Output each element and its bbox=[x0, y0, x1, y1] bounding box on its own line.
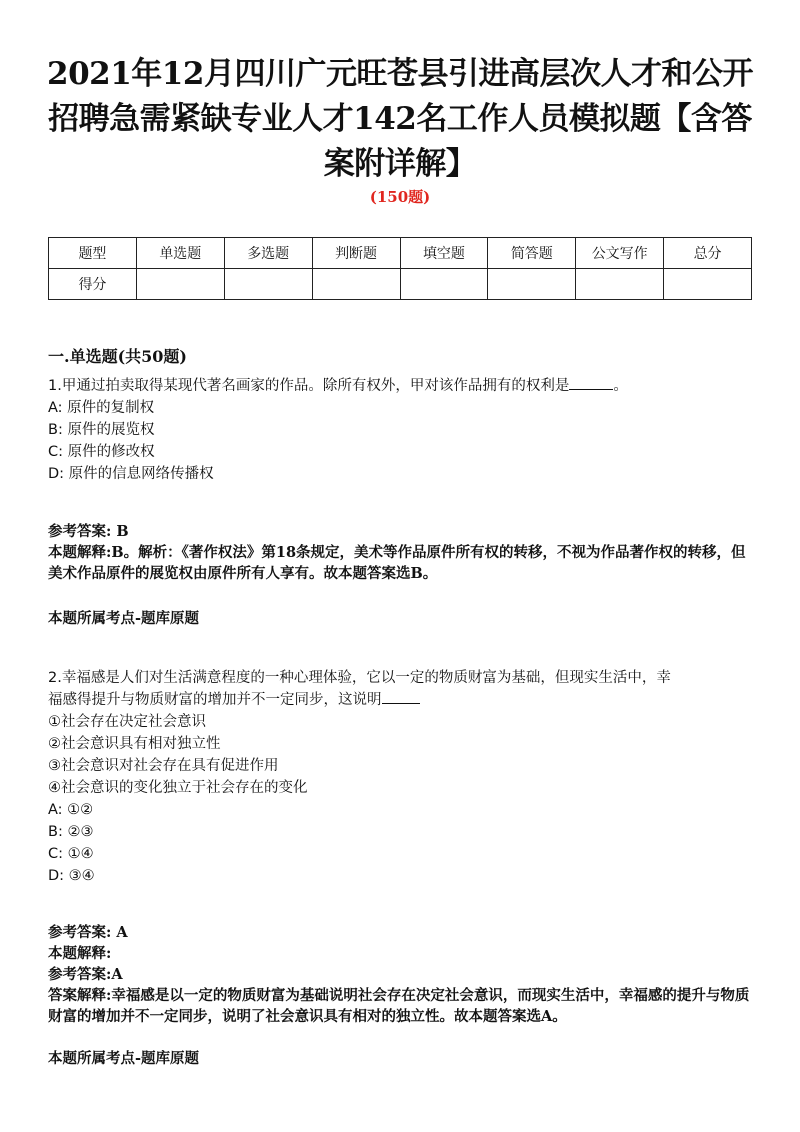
option-c: C: ①④ bbox=[48, 846, 94, 862]
score-cell bbox=[136, 269, 224, 300]
header-cell: 单选题 bbox=[136, 238, 224, 269]
question-2 bbox=[48, 667, 752, 887]
header-cell: 多选题 bbox=[224, 238, 312, 269]
header-cell: 简答题 bbox=[488, 238, 576, 269]
score-cell bbox=[576, 269, 664, 300]
header-cell: 总分 bbox=[664, 238, 752, 269]
statement-4: ④社会意识的变化独立于社会存在的变化 bbox=[48, 780, 308, 796]
section-title: 一.单选题(共50题) bbox=[48, 347, 187, 366]
explanation-label: 本题解释: bbox=[48, 945, 112, 962]
header-cell: 填空题 bbox=[400, 238, 488, 269]
reference-answer: 参考答案: B bbox=[48, 523, 129, 540]
question-1 bbox=[48, 375, 752, 485]
score-cell bbox=[400, 269, 488, 300]
score-cell bbox=[224, 269, 312, 300]
score-row-label: 得分 bbox=[49, 269, 137, 300]
option-b: B: ②③ bbox=[48, 824, 94, 840]
score-table-score-row bbox=[49, 269, 752, 300]
question-stem-line-2: 福感得提升与物质财富的增加并不一定同步，这说明 bbox=[48, 689, 752, 711]
question-source: 本题所属考点-题库原题 bbox=[48, 1050, 200, 1067]
score-cell bbox=[664, 269, 752, 300]
reference-answer-2: 参考答案:A bbox=[48, 966, 123, 983]
question-2-answer-block bbox=[48, 922, 752, 1027]
page-title: 2021年12月四川广元旺苍县引进高层次人才和公开招聘急需紧缺专业人才142名工作人员模拟题【含答案附详解】 bbox=[47, 56, 753, 182]
statement-1: ①社会存在决定社会意识 bbox=[48, 714, 206, 730]
header-cell: 公文写作 bbox=[576, 238, 664, 269]
answer-explanation: 答案解释:幸福感是以一定的物质财富为基础说明社会存在决定社会意识，而现实生活中，幸福感的提升与物质财富的增加并不一定同步，说明了社会意识具有相对的独立性。故本题答案选A。 bbox=[48, 987, 750, 1025]
option-b: B: 原件的展览权 bbox=[48, 422, 155, 438]
header-cell: 题型 bbox=[49, 238, 137, 269]
question-stem-line-1: 2.幸福感是人们对生活满意程度的一种心理体验，它以一定的物质财富为基础，但现实生活中，幸 bbox=[48, 670, 671, 686]
score-table bbox=[48, 237, 752, 300]
statement-3: ③社会意识对社会存在具有促进作用 bbox=[48, 758, 279, 774]
question-source: 本题所属考点-题库原题 bbox=[48, 610, 200, 627]
answer-blank bbox=[382, 691, 420, 704]
answer-blank bbox=[569, 377, 613, 390]
option-a: A: ①② bbox=[48, 802, 94, 818]
reference-answer: 参考答案: A bbox=[48, 924, 128, 941]
answer-explanation: 本题解释:B。解析：《著作权法》第18条规定，美术等作品原件所有权的转移，不视为作品著作权的转移，但美术作品原件的展览权由原件所有人享有。故本题答案选B。 bbox=[48, 544, 746, 582]
option-d: D: 原件的信息网络传播权 bbox=[48, 466, 214, 482]
question-1-answer-block bbox=[48, 521, 752, 584]
option-a: A: 原件的复制权 bbox=[48, 400, 155, 416]
question-stem: 1.甲通过拍卖取得某现代著名画家的作品。除所有权外，甲对该作品拥有的权利是 。 bbox=[48, 378, 628, 394]
score-cell bbox=[312, 269, 400, 300]
header-cell: 判断题 bbox=[312, 238, 400, 269]
option-d: D: ③④ bbox=[48, 868, 95, 884]
score-table-header-row bbox=[49, 238, 752, 269]
score-cell bbox=[488, 269, 576, 300]
statement-2: ②社会意识具有相对独立性 bbox=[48, 736, 221, 752]
option-c: C: 原件的修改权 bbox=[48, 444, 155, 460]
question-count: (150题) bbox=[369, 188, 431, 206]
